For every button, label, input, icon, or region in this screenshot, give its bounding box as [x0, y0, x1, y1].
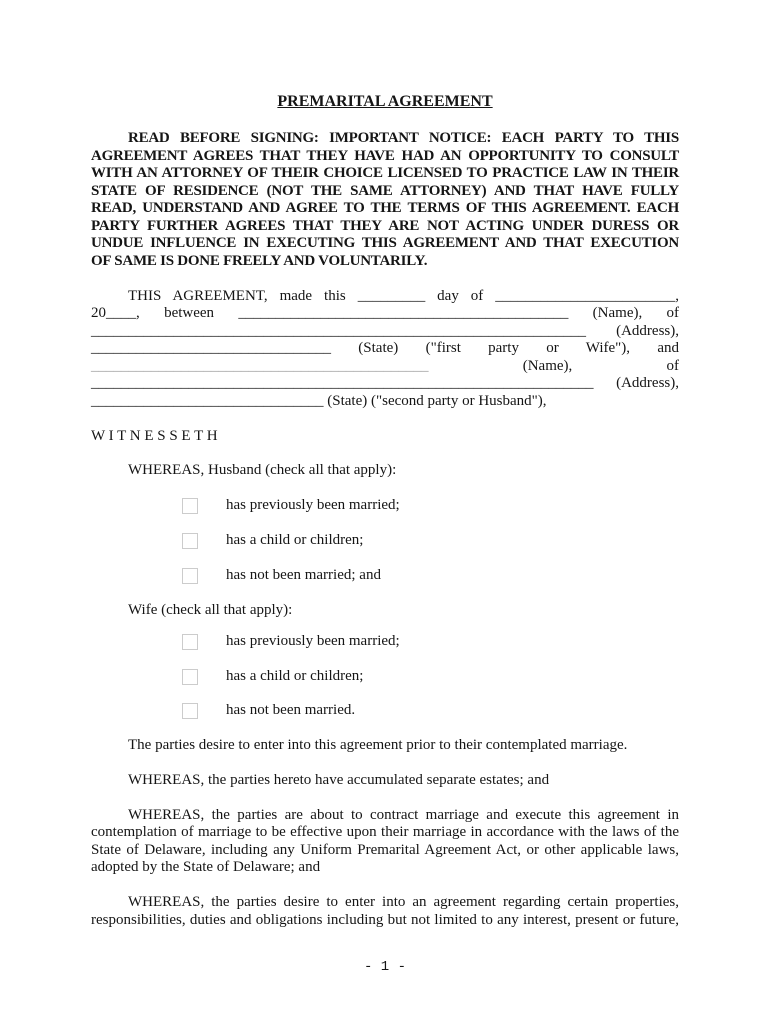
husband-checklist-item [182, 567, 679, 585]
notice-line: AGREEMENT AGREES THAT THEY HAVE HAD AN OPPORTUNITY TO CONSULT [91, 147, 679, 164]
agreement-line-5 [91, 358, 679, 376]
notice-line: STATE OF RESIDENCE (NOT THE SAME ATTORNEY) AND THAT HAVE FULLY [91, 182, 679, 199]
delaware-line: adopted by the State of Delaware; and [91, 859, 321, 875]
wife-checklist-item [182, 702, 679, 720]
agreement-mid-text: day of [437, 287, 484, 304]
wife-child-checkbox[interactable] [182, 669, 198, 685]
agreement-intro-paragraph [91, 288, 679, 411]
delaware-line: WHEREAS, the parties are about to contract marriage and execute this agreement in [128, 806, 679, 823]
between-text: between [164, 305, 215, 321]
notice-line: OF SAME IS DONE FREELY AND VOLUNTARILY. [91, 252, 428, 269]
agreement-line-6 [91, 375, 679, 393]
address-label: (Address), [616, 322, 679, 339]
notice-line: WITH AN ATTORNEY OF THEIR CHOICE LICENSED TO PRACTICE LAW IN THEIR [91, 165, 679, 181]
agreement-line-2 [91, 305, 679, 323]
husband-checklist-heading: WHEREAS, Husband (check all that apply): [128, 461, 397, 478]
husband-child-checkbox[interactable] [182, 533, 198, 549]
checkbox-label: has a child or children; [226, 531, 364, 548]
interest-line: WHEREAS, the parties desire to enter into an agreement regarding certain properties, [128, 894, 679, 910]
checkbox-label: has a child or children; [226, 667, 364, 684]
agreement-line-3 [91, 323, 679, 341]
page-number: - 1 - [363, 959, 406, 975]
name-label: (Name), of [522, 357, 679, 374]
estates-paragraph: WHEREAS, the parties hereto have accumulated separate estates; and [128, 771, 550, 788]
wife-checklist-heading: Wife (check all that apply): [128, 601, 293, 618]
page-title: PREMARITAL AGREEMENT [277, 93, 493, 110]
day-blank: _________ [357, 287, 426, 304]
delaware-line: State of Delaware, including any Uniform Premarital Agreement Act, or other applicable laws, [91, 841, 679, 858]
notice-line: UNDUE INFLUENCE IN EXECUTING THIS AGREEMENT AND THAT EXECUTION [91, 235, 679, 251]
wife-address-blank: __________________________________________________________________ [91, 322, 586, 339]
husband-address-blank: ___________________________________________________________________ [91, 375, 594, 391]
interest-line: responsibilities, duties and obligations including but not limited to any interest, present or future, [91, 911, 679, 928]
agreement-line-1 [91, 288, 679, 306]
notice-line: READ BEFORE SIGNING: IMPORTANT NOTICE: EACH PARTY TO THIS [128, 130, 679, 146]
second-party-label: (State) ("second party or Husband"), [327, 392, 547, 409]
witnesseth-heading: W I T N E S S E T H [91, 427, 218, 444]
husband-checklist [91, 497, 679, 585]
agreement-lead-text: THIS AGREEMENT, made this [128, 287, 346, 304]
husband-not-married-checkbox[interactable] [182, 568, 198, 584]
agreement-line-4 [91, 340, 679, 358]
agreement-line-7 [91, 393, 679, 411]
desire-paragraph: The parties desire to enter into this agreement prior to their contemplated marriage. [128, 736, 628, 753]
husband-checklist-item [182, 532, 679, 550]
wife-state-blank: ________________________________ [91, 340, 331, 356]
delaware-paragraph [91, 807, 679, 877]
checkbox-label: has previously been married; [226, 633, 400, 649]
checkbox-label: has previously been married; [226, 496, 400, 513]
wife-name-blank: ____________________________________________ [238, 305, 569, 321]
checkbox-label: has not been married. [226, 702, 356, 718]
husband-previously-married-checkbox[interactable] [182, 498, 198, 514]
month-blank: ________________________, [495, 287, 680, 304]
wife-checklist-item [182, 633, 679, 651]
husband-state-blank: _______________________________ [91, 392, 324, 409]
notice-paragraph [91, 130, 679, 270]
delaware-line: contemplation of marriage to be effective upon their marriage in accordance with the laws of the [91, 824, 679, 840]
year-prefix: 20____, [91, 305, 140, 321]
interest-paragraph [91, 894, 679, 929]
notice-line: PARTY FURTHER AGREES THAT THEY ARE NOT ACTING UNDER DURESS OR [91, 217, 679, 234]
wife-checklist-item [182, 668, 679, 686]
name-label: (Name), of [592, 305, 680, 321]
first-party-label: (State) ("first party or Wife"), and [358, 340, 679, 356]
husband-checklist-item [182, 497, 679, 515]
wife-previously-married-checkbox[interactable] [182, 634, 198, 650]
address-label: (Address), [616, 375, 679, 391]
wife-not-married-checkbox[interactable] [182, 703, 198, 719]
notice-line: READ, UNDERSTAND AND AGREE TO THE TERMS OF THIS AGREEMENT. EACH [91, 200, 679, 216]
husband-name-field[interactable]: _____________________________________________ [91, 357, 429, 374]
wife-checklist [91, 633, 679, 720]
checkbox-label: has not been married; and [226, 566, 381, 583]
